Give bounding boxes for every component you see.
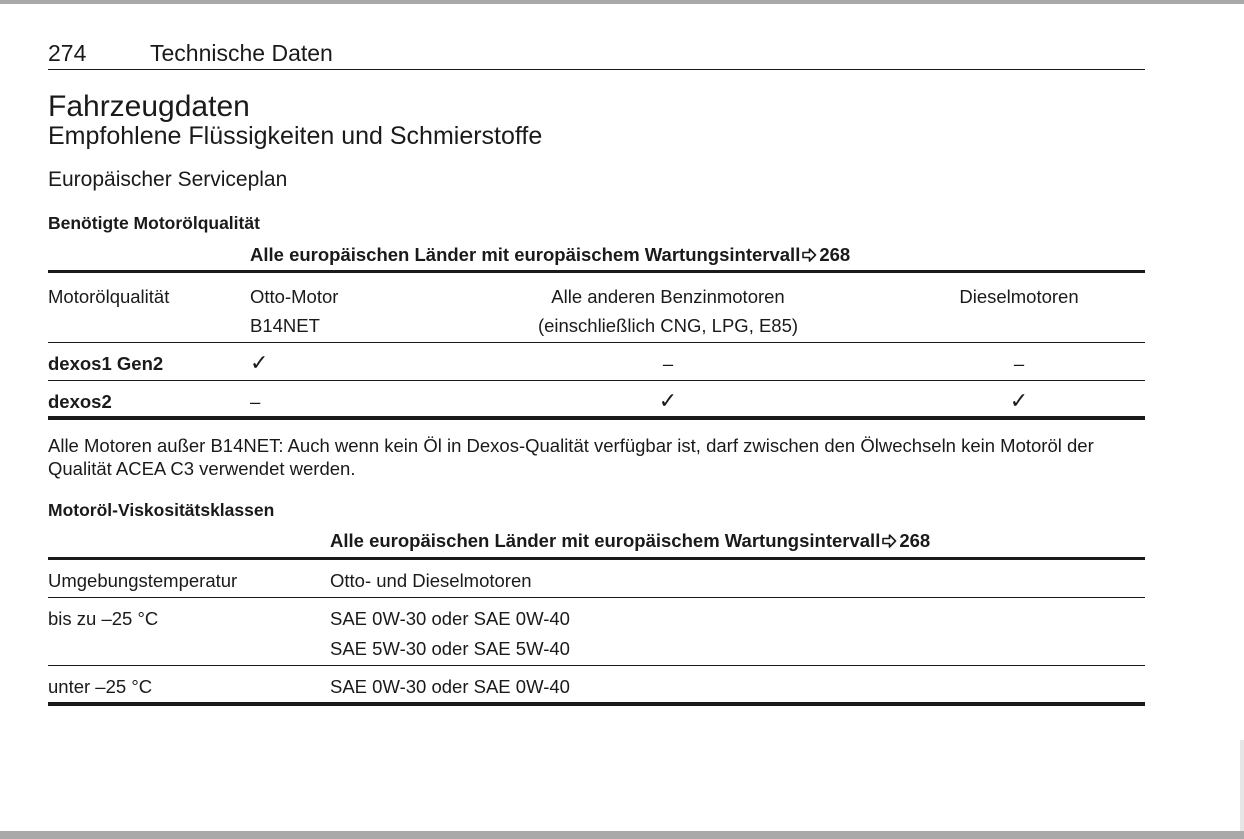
viscosity-caption [330, 530, 930, 554]
col-header-other-petrol-line1: Alle anderen Benzinmotoren [551, 286, 785, 307]
viscosity-grade: SAE 0W-30 oder SAE 0W-40 [330, 608, 570, 629]
service-plan-heading: Europäischer Serviceplan [48, 168, 288, 191]
col-header-diesel: Dieselmotoren [959, 286, 1079, 307]
oil-table-bottom-rule [48, 416, 1145, 420]
viscosity-grade: SAE 5W-30 oder SAE 5W-40 [330, 638, 570, 659]
viscosity-table-top-rule [48, 557, 1145, 560]
col-header-petrol-diesel: Otto- und Dieselmotoren [330, 570, 532, 591]
page-number: 274 [48, 40, 87, 66]
col-header-other-petrol-line2: (einschließlich CNG, LPG, E85) [537, 315, 799, 336]
col-header-oil-quality: Motorölqualität [48, 286, 170, 307]
page-title: Fahrzeugdaten [48, 90, 250, 123]
viscosity-grade: SAE 0W-30 oder SAE 0W-40 [330, 676, 570, 697]
oil-table-header-rule [48, 342, 1145, 343]
dash-cell: – [662, 353, 674, 374]
viscosity-heading: Motoröl-Viskositätsklassen [48, 500, 275, 520]
row-temp-below-minus25: unter –25 °C [48, 676, 153, 697]
oil-quality-heading: Benötigte Motorölqualität [48, 213, 260, 233]
caption-page-reference[interactable]: 268 [899, 530, 931, 551]
page-frame-top [0, 0, 1244, 4]
dash-cell: – [1013, 353, 1025, 374]
oil-quality-caption [250, 244, 850, 268]
header-rule [48, 69, 1145, 70]
viscosity-table-bottom-rule [48, 702, 1145, 706]
caption-text: Alle europäischen Länder mit europäischem Wartungsintervall [330, 530, 881, 551]
section-title: Technische Daten [150, 40, 333, 66]
col-header-otto-b14net-line2: B14NET [250, 315, 320, 336]
checkmark-icon: ✓ [658, 388, 678, 413]
oil-table-row-rule [48, 380, 1145, 381]
caption-text: Alle europäischen Länder mit europäischem Wartungsintervall [250, 244, 801, 265]
row-label-dexos1: dexos1 Gen2 [48, 353, 164, 374]
row-temp-to-minus25: bis zu –25 °C [48, 608, 159, 629]
page-reference-arrow-icon [881, 532, 897, 554]
checkmark-icon: ✓ [1009, 388, 1029, 413]
col-header-ambient-temperature: Umgebungstemperatur [48, 570, 238, 591]
row-label-dexos2: dexos2 [48, 391, 112, 412]
viscosity-table-row-rule [48, 665, 1145, 666]
page-frame-right [1240, 740, 1244, 831]
dash-cell: – [250, 391, 261, 412]
page-reference-arrow-icon [801, 246, 817, 268]
page-frame-bottom [0, 831, 1244, 839]
caption-page-reference[interactable]: 268 [819, 244, 851, 265]
viscosity-table-header-rule [48, 597, 1145, 598]
oil-table-top-rule [48, 270, 1145, 273]
col-header-otto-b14net-line1: Otto-Motor [250, 286, 339, 307]
checkmark-icon: ✓ [250, 350, 269, 375]
page-subtitle: Empfohlene Flüssigkeiten und Schmierstoffe [48, 122, 543, 150]
oil-quality-note: Alle Motoren außer B14NET: Auch wenn kein Öl in Dexos-Qualität verfügbar ist, darf zwischen den Ölwechseln kein Motoröl der Qualität ACEA C3 verwendet werden. [48, 435, 1094, 479]
